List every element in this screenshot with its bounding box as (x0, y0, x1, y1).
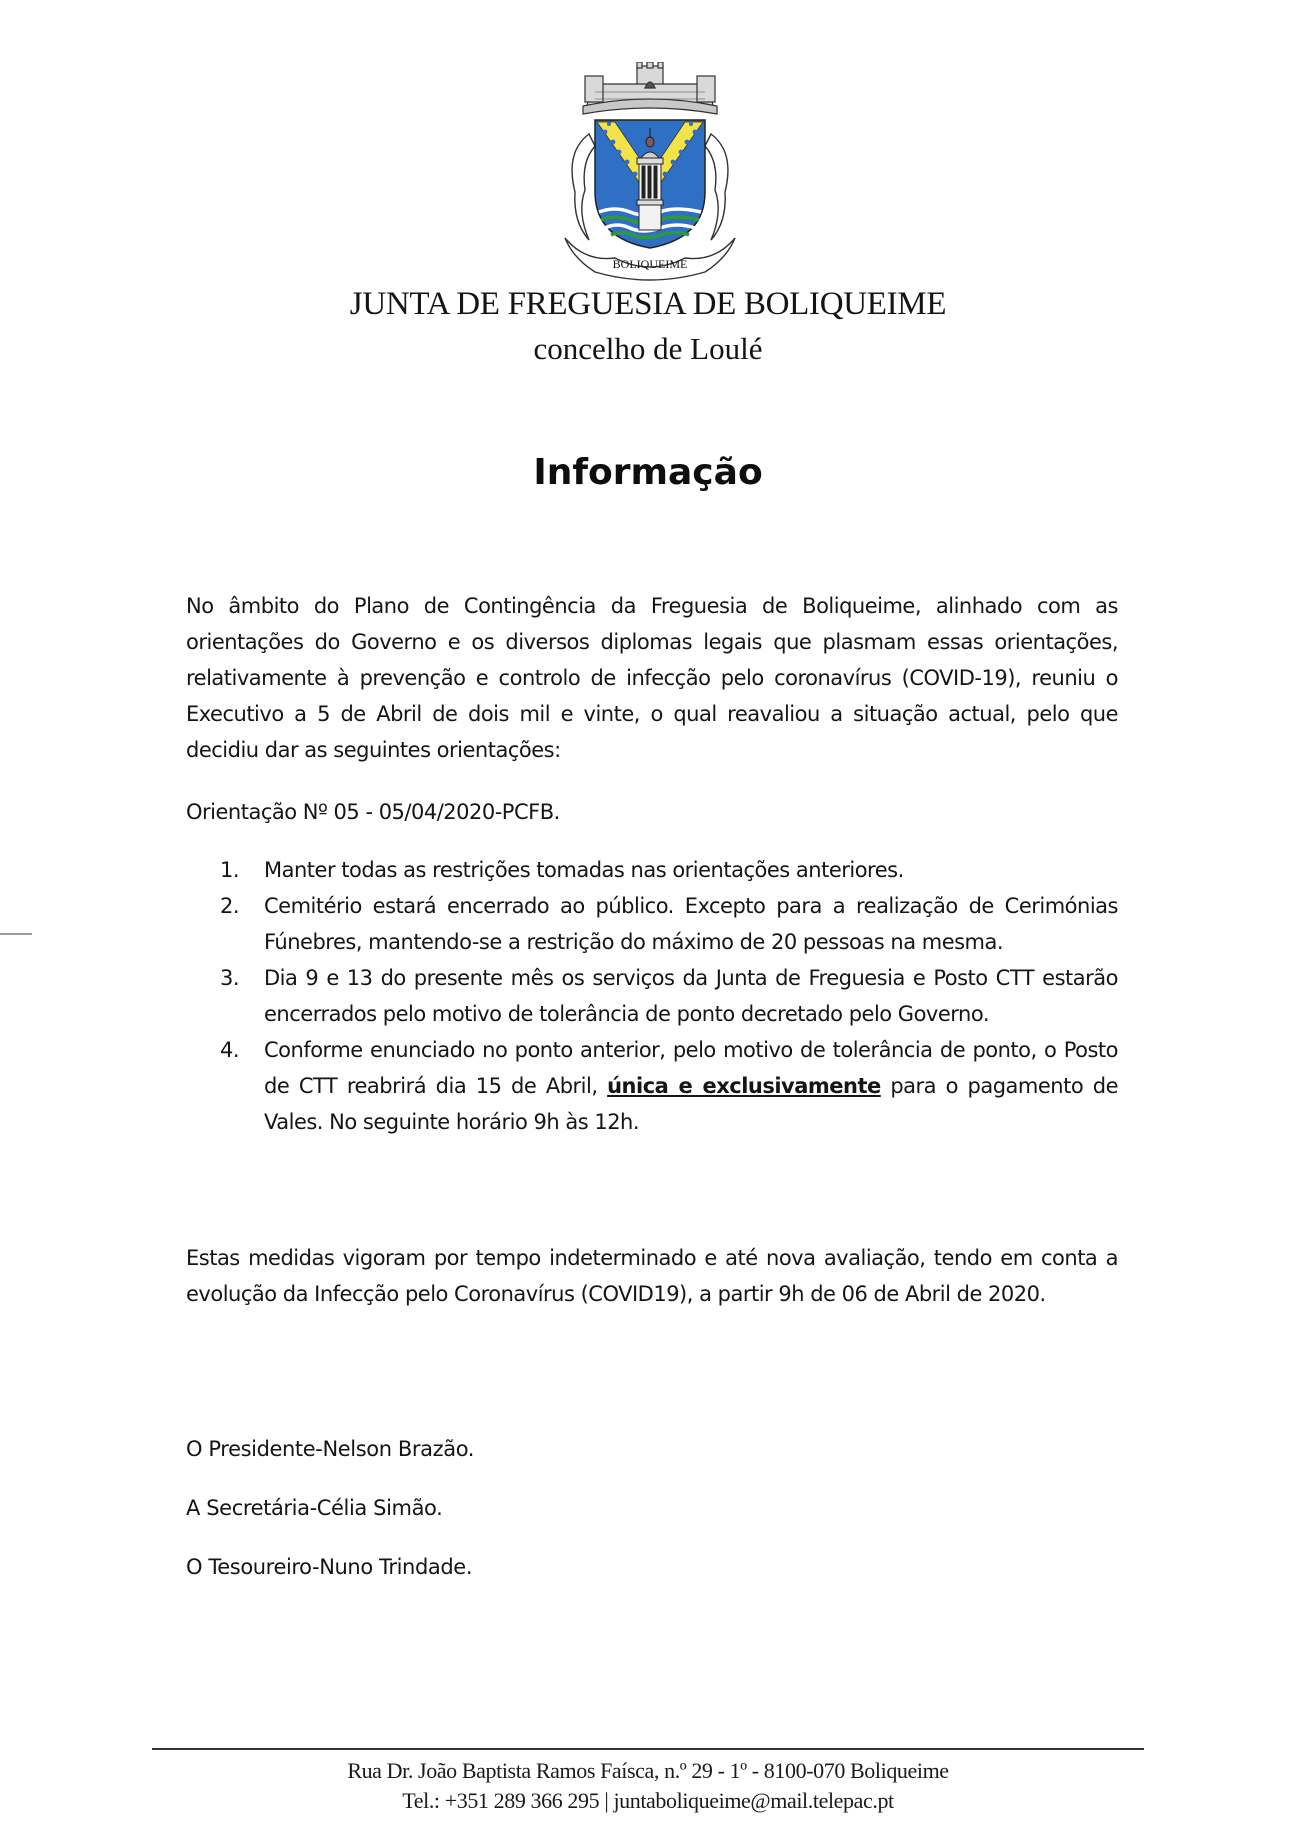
list-item-number: 1. (220, 858, 240, 882)
list-item (220, 888, 1118, 960)
list-item-text: Manter todas as restrições tomadas nas orientações anteriores. (264, 858, 904, 882)
emphasis-text: única e exclusivamente (607, 1074, 881, 1098)
closing-paragraph: Estas medidas vigoram por tempo indeterminado e até nova avaliação, tendo em conta a evolução da Infecção pelo Coronavírus (COVID19), a partir 9h de 06 de Abril de 2020. (186, 1246, 1118, 1306)
list-item-number: 2. (220, 894, 240, 918)
list-item-number: 3. (220, 966, 240, 990)
footer-address: Rua Dr. João Baptista Ramos Faísca, n.º 29 - 1º - 8100-070 Boliqueime (347, 1758, 949, 1783)
list-item (220, 1032, 1118, 1140)
intro-paragraph: No âmbito do Plano de Contingência da Freguesia de Boliqueime, alinhado com as orientações do Governo e os diversos diplomas legais que plasmam essas orientações, relativamente à prevenção e controlo de infecção pelo coronavírus (COVID-19), reuniu o Executivo a 5 de Abril de dois mil e vinte, o qual reavaliou a situação actual, pelo que decidiu dar as seguintes orientações: (186, 594, 1118, 762)
mural-crown-icon (583, 62, 717, 114)
list-item-text: Dia 9 e 13 do presente mês os serviços da Junta de Freguesia e Posto CTT estarão encerrados pelo motivo de tolerância de ponto decretado pelo Governo. (264, 966, 1118, 1026)
footer-divider (152, 1748, 1144, 1750)
list-item (220, 960, 1118, 1032)
municipality-name: concelho de Loulé (533, 331, 763, 366)
crest-motto: BOLIQUEIME (612, 257, 688, 271)
signatory-secretary: A Secretária-Célia Simão. (186, 1496, 443, 1520)
document-title: Informação (533, 452, 763, 493)
list-item-text-before: Conforme enunciado no ponto anterior, pelo motivo de tolerância de ponto, o Posto de CTT reabrirá dia 15 de Abril, (264, 1038, 1118, 1098)
signatory-treasurer: O Tesoureiro-Nuno Trindade. (186, 1555, 473, 1579)
list-item-text: Cemitério estará encerrado ao público. Excepto para a realização de Cerimónias Fúnebres, mantendo-se a restrição do máximo de 20 pessoas na mesma. (264, 894, 1118, 954)
organization-name: JUNTA DE FREGUESIA DE BOLIQUEIME (349, 286, 947, 322)
list-item-number: 4. (220, 1038, 240, 1062)
orientation-list (220, 852, 1118, 1140)
list-item (220, 852, 1118, 888)
coat-of-arms-logo (555, 62, 745, 282)
list-item-text-after: para o pagamento de Vales. No seguinte horário 9h às 12h. (264, 1074, 1118, 1134)
signatory-president: O Presidente-Nelson Brazão. (186, 1437, 475, 1461)
footer-contact: Tel.: +351 289 366 295 | juntaboliqueime@mail.telepac.pt (402, 1788, 894, 1813)
margin-mark (0, 933, 32, 935)
orientation-code: Orientação Nº 05 - 05/04/2020-PCFB. (186, 800, 560, 824)
